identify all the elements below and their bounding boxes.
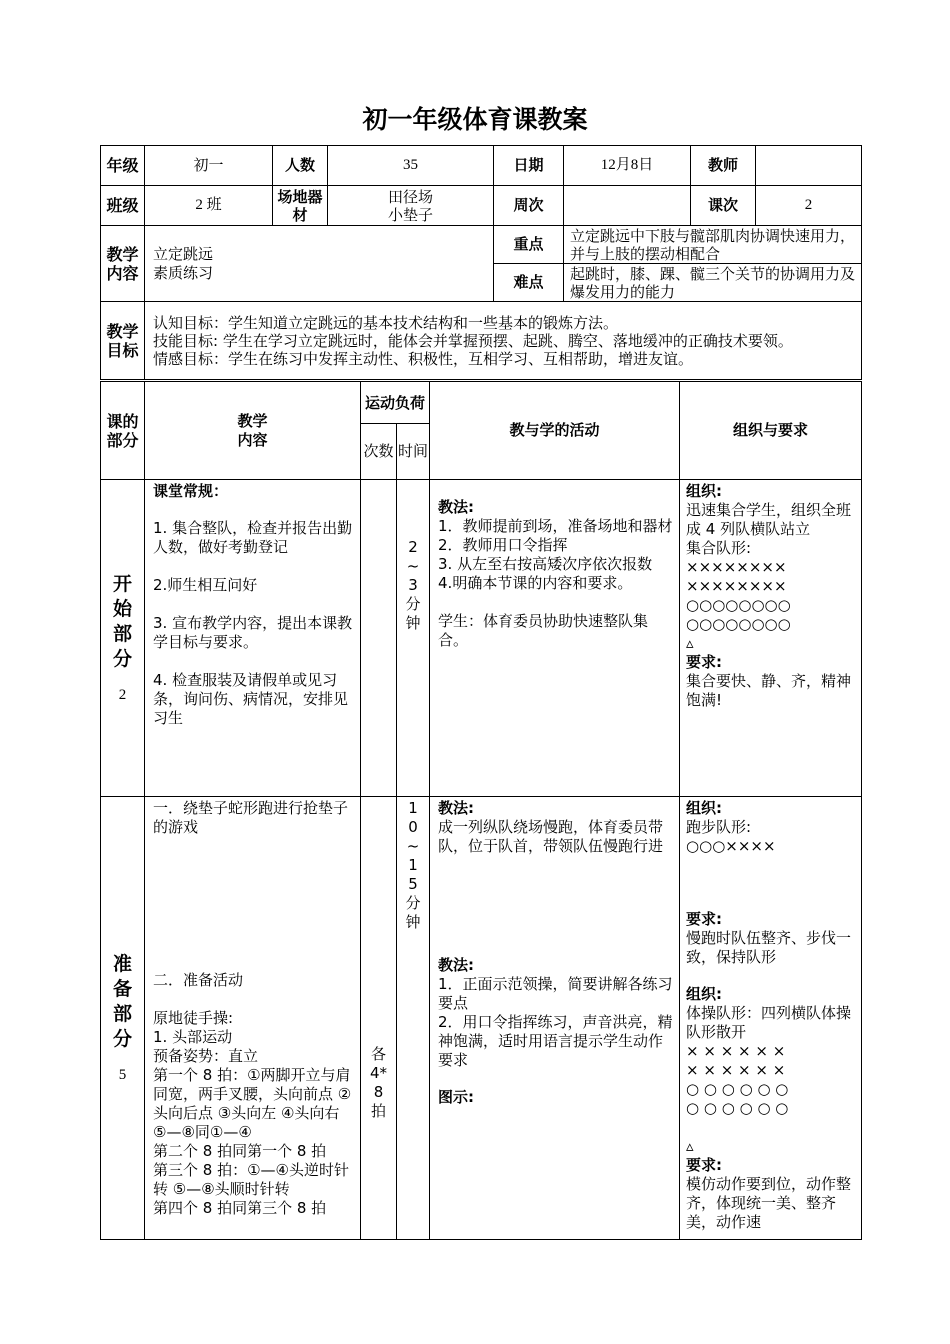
start-times <box>361 480 397 797</box>
start-activity-body: 1．教师提前到场，准备场地和器材 2．教师用口令指挥 3. 从左至右按高矮次序依次报数 4.明确本节课的内容和要求。 学生：体育委员协助快速整队集合。 <box>438 517 673 649</box>
prep-part-minutes: 5 <box>118 1066 127 1083</box>
organization-header: 组织与要求 <box>680 382 862 480</box>
content-text: 立定跳远 素质练习 <box>145 226 494 302</box>
start-org-title: 组织: <box>686 482 723 500</box>
start-content-body: 1. 集合整队，检查并报告出勤人数，做好考勤登记 2.师生相互问好 3. 宣布教学内容，提出本课教学目标与要求。 4. 检查服装及请假单或见习条，询问伤、病情况，安排见习生 <box>153 519 353 727</box>
goals-label: 教学目标 <box>101 302 145 380</box>
venue-label: 场地器材 <box>273 186 328 226</box>
prep-content-game: 一．绕垫子蛇形跑进行抢垫子的游戏 <box>153 799 349 836</box>
content-header: 教学 内容 <box>145 382 361 480</box>
sections-table <box>100 381 862 1240</box>
prep-activity1-title: 教法: <box>438 799 475 817</box>
goals-text: 认知目标：学生知道立定跳远的基本技术结构和一些基本的锻炼方法。 技能目标: 学生在学习立定跳远时，能体会并掌握预摆、起跳、腾空、落地缓冲的正确技术要领。 情感目标：学生在练习中发挥主动性、积极性，互相学习、互相帮助，增进友谊。 <box>145 302 862 380</box>
week-value <box>564 186 691 226</box>
prep-activity2-body: 1．正面示范领操，简要讲解各练习要点 2．用口令指挥练习，声音洪亮，精神饱满，适时用语言提示学生动作要求 <box>438 975 673 1069</box>
load-header: 运动负荷 <box>361 382 430 424</box>
part-header: 课的部分 <box>101 382 145 480</box>
lesson-plan-table <box>100 145 862 380</box>
start-duration: 2 ~ 3 分 钟 <box>397 480 430 797</box>
duration-header: 时间 <box>397 424 430 480</box>
prep-part-cell <box>101 797 145 1240</box>
count-value: 35 <box>328 146 494 186</box>
count-label: 人数 <box>273 146 328 186</box>
prep-req1-body: 慢跑时队伍整齐、步伐一致，保持队形 <box>686 929 852 966</box>
week-label: 周次 <box>494 186 564 226</box>
prep-duration: 1 0 ~ 1 5 分 钟 <box>397 797 430 1240</box>
start-part-cell <box>101 480 145 797</box>
lesson-label: 课次 <box>691 186 756 226</box>
start-req-body: 集合要快、静、齐，精神饱满! <box>686 672 852 709</box>
prep-req1-title: 要求: <box>686 910 723 928</box>
start-part-name: 开始部分 <box>112 572 132 670</box>
grade-label: 年级 <box>101 146 145 186</box>
prep-activity1-body: 成一列纵队绕场慢跑，体育委员带队，位于队首，带领队伍慢跑行进 <box>438 818 664 855</box>
grade-value: 初一 <box>145 146 273 186</box>
start-org-body: 迅速集合学生，组织全班成 4 列队横队站立 集合队形: ×××××××× ×××××××× ○○○○○○○○ ○○○○○○○○ ▵ <box>686 501 852 652</box>
prep-org1-body: 跑步队形: ○○○×××× <box>686 818 776 855</box>
prep-org1-title: 组织: <box>686 799 723 817</box>
prep-org2-title: 组织: <box>686 985 723 1003</box>
content-label: 教学内容 <box>101 226 145 302</box>
prep-activity2-title: 教法: <box>438 956 475 974</box>
teacher-value <box>756 146 862 186</box>
start-req-title: 要求: <box>686 653 723 671</box>
prep-times: 各 4* 8 拍 <box>361 797 397 1240</box>
prep-part-name: 准备部分 <box>112 952 132 1050</box>
prep-req2-title: 要求: <box>686 1156 723 1174</box>
difficulty-text: 起跳时，膝、踝、髋三个关节的协调用力及爆发用力的能力 <box>564 264 862 302</box>
start-part-minutes: 2 <box>118 686 127 703</box>
difficulty-label: 难点 <box>494 264 564 302</box>
prep-content-warmup: 二．准备活动 原地徒手操: 1. 头部运动 预备姿势：直立 第一个 8 拍：①两脚开立与肩同宽，两手叉腰，头向前点 ②头向后点 ③头向左 ④头向右 ⑤—⑧同①—④ 第二个 8 拍同第一个 8 拍 第三个 8 拍：①—④头逆时针转 ⑤—⑧头顺时针转 第四个 8 拍同第三个 8 拍 <box>153 971 352 1217</box>
prep-org2-body: 体操队形：四列横队体操队形散开 × × × × × × × × × × × × ○ ○ ○ ○ ○ ○ ○ ○ ○ ○ ○ ○ ▵ <box>686 1004 852 1155</box>
start-content-title: 课堂常规： <box>153 482 229 500</box>
date-label: 日期 <box>494 146 564 186</box>
prep-figure-title: 图示: <box>438 1088 475 1106</box>
key-point-label: 重点 <box>494 226 564 264</box>
times-header: 次数 <box>361 424 397 480</box>
lesson-value: 2 <box>756 186 862 226</box>
page-title: 初一年级体育课教案 <box>362 105 588 134</box>
key-point-text: 立定跳远中下肢与髋部肌肉协调快速用力，并与上肢的摆动相配合 <box>564 226 862 264</box>
teacher-label: 教师 <box>691 146 756 186</box>
class-label: 班级 <box>101 186 145 226</box>
prep-req2-body: 模仿动作要到位，动作整齐，体现统一美、整齐美，动作速 <box>686 1175 852 1231</box>
class-value: 2 班 <box>145 186 273 226</box>
start-activity-title: 教法: <box>438 498 475 516</box>
venue-value: 田径场 小垫子 <box>328 186 494 226</box>
activity-header: 教与学的活动 <box>430 382 680 480</box>
date-value: 12月8日 <box>564 146 691 186</box>
